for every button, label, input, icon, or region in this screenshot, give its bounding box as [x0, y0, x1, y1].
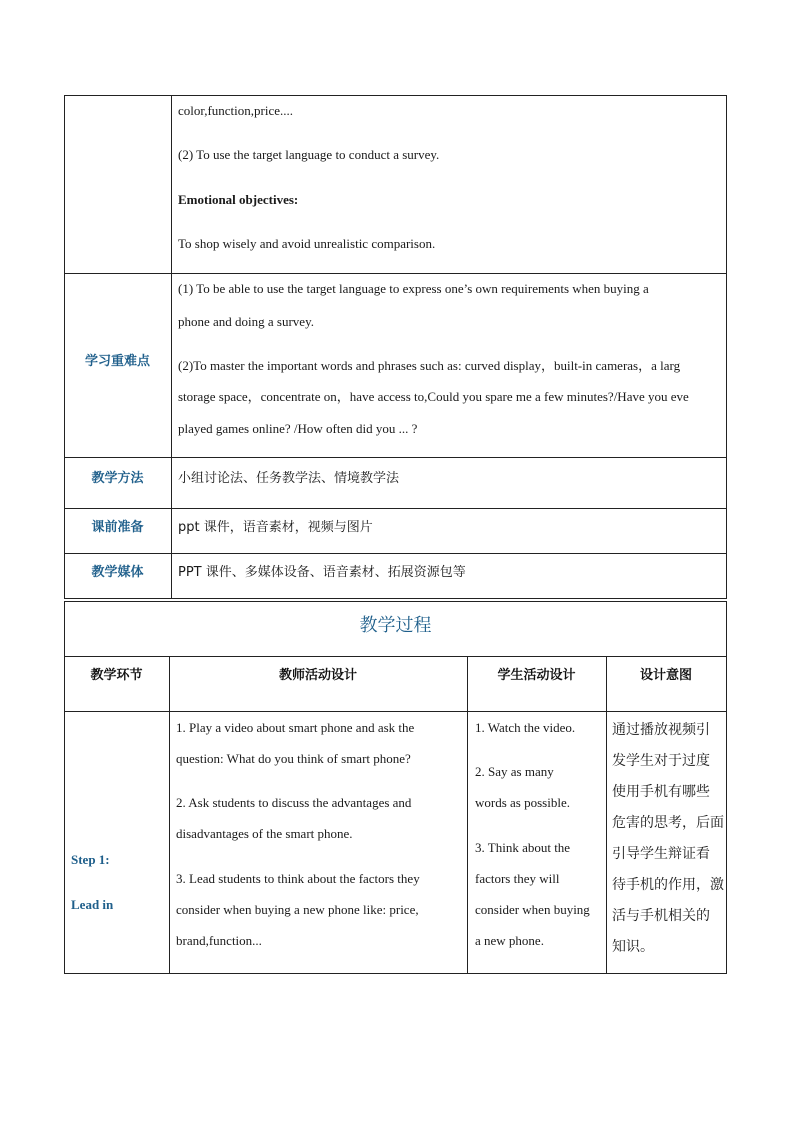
header-design-intent: 设计意图 [639, 668, 692, 683]
step-label-line1: Step 1: [71, 852, 110, 867]
key-points-content [178, 280, 726, 450]
student-line-6: consider when buying [475, 902, 590, 917]
objectives-line-2: (2) To use the target language to conduct a survey. [178, 147, 440, 162]
key-points-p2-line3: played games online? /How often did you ... ? [178, 421, 418, 436]
emotional-objectives-text: To shop wisely and avoid unrealistic comparison. [178, 236, 436, 251]
teacher-line-7: brand,function... [176, 933, 262, 948]
key-points-label: 学习重难点 [84, 354, 150, 369]
intent-line-7: 活与手机相关的 [612, 908, 710, 924]
teacher-line-5: 3. Lead students to think about the factors they [176, 871, 420, 886]
methods-value: 小组讨论法、任务教学法、情境教学法 [178, 471, 400, 486]
step-label-line2: Lead in [71, 897, 114, 912]
student-line-4: 3. Think about the [475, 840, 571, 855]
key-points-p2-line1: (2)To master the important words and phrases such as: curved display，built-in cameras，a larg [178, 358, 681, 373]
preparation-value: ppt 课件，语音素材，视频与图片 [178, 520, 373, 535]
key-points-p2-line2: storage space，concentrate on，have access to,Could you spare me a few minutes?/Have you eve [178, 389, 689, 404]
media-label: 教学媒体 [91, 565, 144, 580]
intent-line-1: 通过播放视频引 [612, 722, 710, 738]
key-points-p1-line2: phone and doing a survey. [178, 314, 314, 329]
intent-line-8: 知识。 [612, 939, 654, 955]
intent-line-6: 待手机的作用，激 [612, 877, 724, 893]
objectives-line-1: color,function,price.... [178, 103, 293, 118]
teacher-line-4: disadvantages of the smart phone. [176, 826, 353, 841]
header-student-activity: 学生活动设计 [497, 668, 576, 683]
intent-line-3: 使用手机有哪些 [612, 784, 710, 800]
emotional-objectives-heading: Emotional objectives: [178, 192, 299, 207]
student-line-7: a new phone. [475, 933, 544, 948]
header-step: 教学环节 [90, 668, 143, 683]
preparation-label: 课前准备 [91, 520, 144, 535]
process-title: 教学过程 [359, 615, 432, 636]
student-line-5: factors they will [475, 871, 560, 886]
teacher-line-1: 1. Play a video about smart phone and ask the [176, 720, 415, 735]
teacher-line-2: question: What do you think of smart phone? [176, 751, 411, 766]
methods-label: 教学方法 [91, 471, 144, 486]
intent-line-5: 引导学生辩证看 [612, 846, 710, 862]
header-teacher-activity: 教师活动设计 [278, 668, 357, 683]
key-points-p1-line1: (1) To be able to use the target language to express one’s own requirements when buying a [178, 281, 649, 296]
student-line-3: words as possible. [475, 795, 570, 810]
teacher-line-3: 2. Ask students to discuss the advantages and [176, 795, 412, 810]
teacher-line-6: consider when buying a new phone like: price, [176, 902, 419, 917]
intent-line-4: 危害的思考，后面 [612, 815, 724, 831]
intent-line-2: 发学生对于过度 [612, 753, 710, 769]
student-line-1: 1. Watch the video. [475, 720, 576, 735]
student-line-2: 2. Say as many [475, 764, 554, 779]
media-value: PPT 课件、多媒体设备、语音素材、拓展资源包等 [178, 565, 466, 580]
